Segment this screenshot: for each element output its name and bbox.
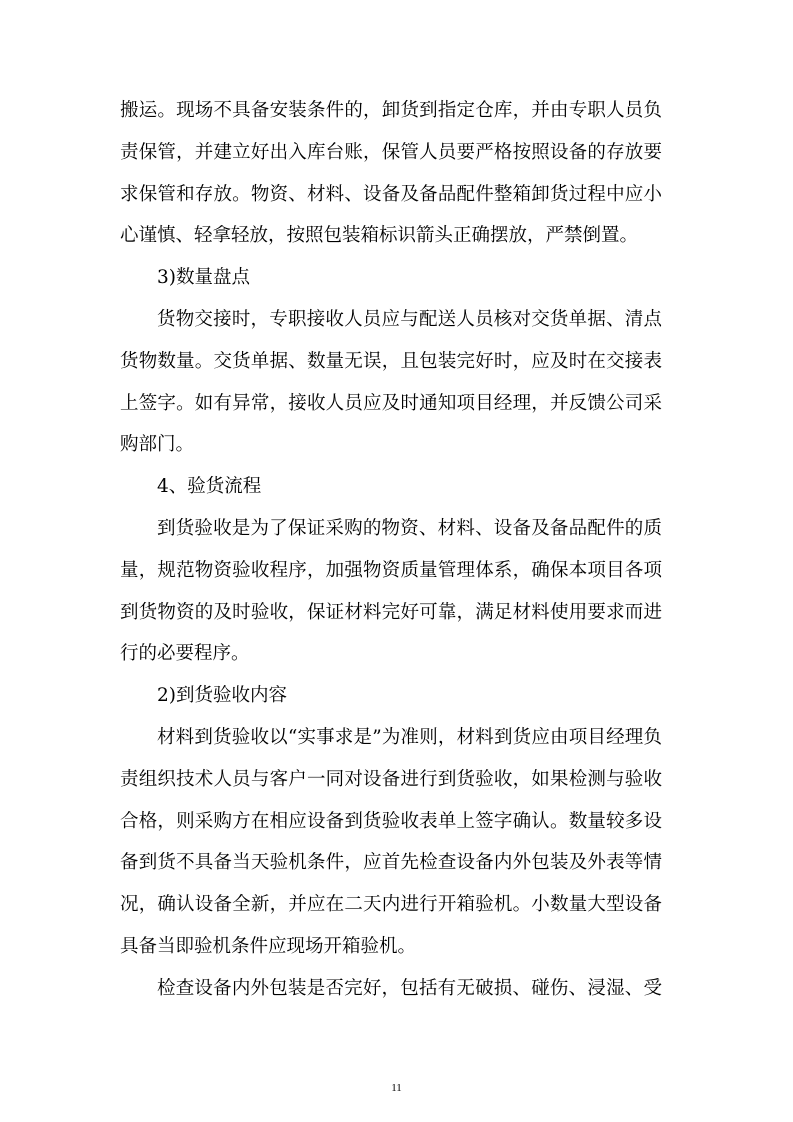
- section-heading-inspection-process: 4、验货流程: [157, 476, 262, 498]
- paragraph-acceptance-rules: [120, 717, 662, 968]
- text-line: 备到货不具备当天验机条件，应首先检查设备内外包装及外表等情: [120, 852, 662, 874]
- text-line: 上签字。如有异常，接收人员应及时通知项目经理，并反馈公司采: [120, 392, 662, 414]
- text-line: 搬运。现场不具备安装条件的，卸货到指定仓库，并由专职人员负: [120, 100, 662, 121]
- section-heading-quantity-check: 3)数量盘点: [157, 267, 250, 289]
- text-line: 检查设备内外包装是否完好，包括有无破损、碰伤、浸湿、受: [157, 977, 662, 999]
- text-line: 到货验收是为了保证采购的物资、材料、设备及备品配件的质: [157, 517, 662, 539]
- paragraph-storage: [120, 90, 662, 257]
- document-body: [120, 90, 662, 1010]
- text-line: 具备当即验机条件应现场开箱验机。: [120, 935, 417, 957]
- text-line: 材料到货验收以“实事求是”为准则，材料到货应由项目经理负: [157, 726, 662, 748]
- text-line: 货物交接时，专职接收人员应与配送人员核对交货单据、清点: [157, 308, 662, 330]
- text-line: 况，确认设备全新，并应在二天内进行开箱验机。小数量大型设备: [120, 894, 662, 916]
- text-line: 心谨慎、轻拿轻放，按照包装箱标识箭头正确摆放，严禁倒置。: [120, 225, 639, 247]
- text-line: 责组织技术人员与客户一同对设备进行到货验收，如果检测与验收: [120, 768, 662, 790]
- text-line: 货物数量。交货单据、数量无误，且包装完好时，应及时在交接表: [120, 350, 662, 372]
- text-line: 到货物资的及时验收，保证材料完好可靠，满足材料使用要求而进: [120, 601, 662, 623]
- paragraph-handover: [120, 299, 662, 466]
- text-line: 求保管和存放。物资、材料、设备及备品配件整箱卸货过程中应小: [120, 183, 662, 205]
- text-line: 合格，则采购方在相应设备到货验收表单上签字确认。数量较多设: [120, 810, 662, 832]
- paragraph-inspection-purpose: [120, 508, 662, 675]
- text-line: 行的必要程序。: [120, 643, 250, 665]
- text-line: 量，规范物资验收程序，加强物资质量管理体系，确保本项目各项: [120, 559, 662, 581]
- text-line: 责保管，并建立好出入库台账，保管人员要严格按照设备的存放要: [120, 141, 662, 163]
- page-number: 11: [391, 1082, 402, 1094]
- text-line: 购部门。: [120, 434, 195, 456]
- paragraph-packaging-check: [120, 968, 662, 1010]
- section-heading-acceptance-content: 2)到货验收内容: [157, 685, 287, 707]
